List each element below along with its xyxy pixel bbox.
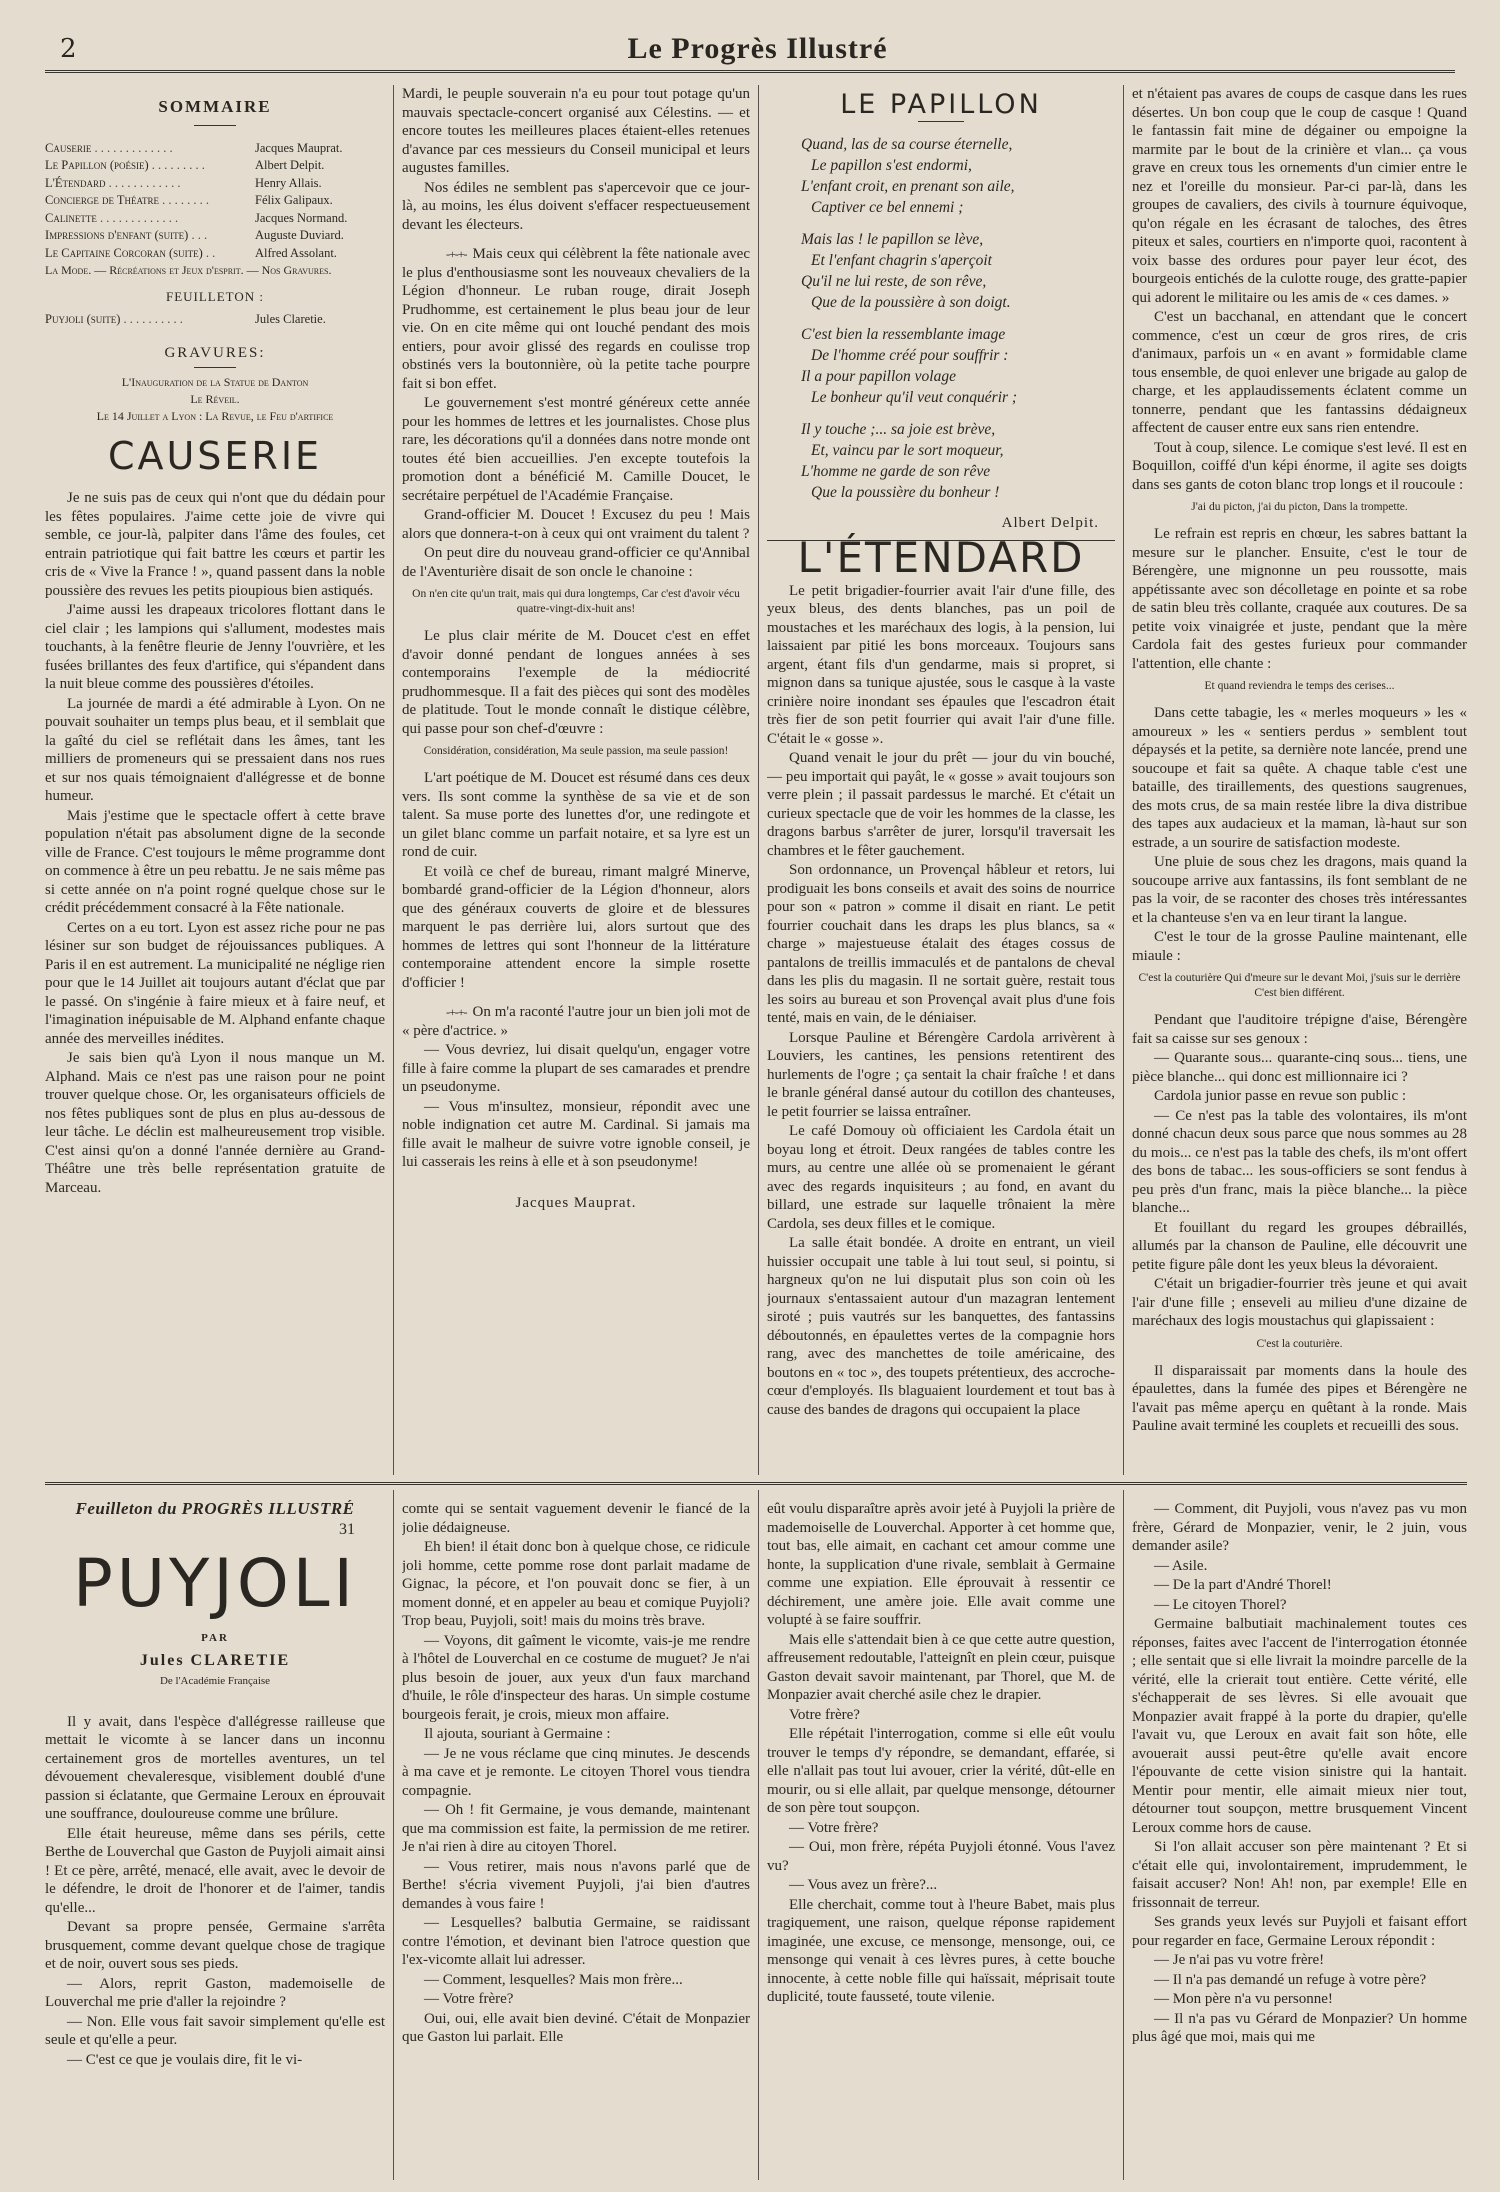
paragraph: comte qui se sentait vaguement devenir le fiancé de la jolie dédaigneuse. [402,1501,750,1536]
paragraph: Mais elle s'attendait bien à ce que cette autre question, affreusement redoutable, l'atteignît en plein cœur, puisque Gaston devait savoir maintenant, par Thorel, que M. de Monpazier avait cherché asile chez le drapier. [767,1631,1115,1703]
toc-dots: . . . . . . . . . . . . . [96,210,179,225]
papillon-title: LE PAPILLON [840,92,1042,120]
papillon-rule [918,121,964,122]
toc-title: Causerie [45,140,92,155]
paragraph: Lorsque Pauline et Bérengère Cardola arrivèrent à Louviers, les cantines, les pensions retentirent des hurlements de l'ogre ; ça sentait la chair fraîche ! et dans le branle général dansé autour du cotillon des chanteuses, le petit fourrier se laissa entraîner. [767,1029,1115,1120]
feuilleton-text-2 [402,1500,750,2047]
paragraph: — Asile. [1154,1557,1208,1574]
paragraph: Il ajouta, souriant à Germaine : [424,1726,611,1742]
paragraph: — Comment, dit Puyjoli, vous n'avez pas vu mon frère, Gérard de Monpazier, venir, le 2 juin, vous demander asile? [1132,1501,1467,1554]
paragraph: — Non. Elle vous fait savoir simplement qu'elle est seule et qu'elle a peur. [45,2013,385,2048]
paragraph: -+-+- On m'a raconté l'autre jour un bien joli mot de « père d'actrice. » [402,1004,750,1039]
etendard-text-b [1132,525,1467,673]
sommaire-rule [194,125,236,126]
paragraph: -+-+- Mais ceux qui célèbrent la fête nationale avec le plus d'enthousiasme sont les nouveaux chevaliers de la Légion d'honneur. Le ruban rouge, dirait Joseph Prudhomme, est certainement le plus beau jour de leur vie. On en cite même qui ont louché pendant des mois entiers, pour avoir glissé des regards en coulisse trop obstinés vers la boutonnière, où la petite tache pourpre fait si bon effet. [402,246,750,392]
toc-author: Auguste Duviard. [255,228,344,242]
paragraph: — Il n'a pas vu Gérard de Monpazier? Un homme plus âgé que moi, mais qui me [1132,2010,1467,2045]
paragraph: Grand-officier M. Doucet ! Excusez du peu ! Mais alors que donnera-t-on à ceux qui ont vraiment du talent ? [402,507,750,542]
paragraph: Le refrain est repris en chœur, les sabres battant la mesure sur le plancher. Ensuite, c'est le tour de Bérengère, une mignonne un peu roussotte, mais appétissante avec son décolletage en pointe et sa robe de satin bleu très collante, craquée aux coutures. De sa petite voix vinaigrée et juste, pendant que la mère Cardola fait des gestes furieux pour commander l'attention, elle chante : [1132,526,1467,672]
paragraph: La salle était bondée. A droite en entrant, un vieil huissier occupait une table à lui tout seul, si pointu, si hargneux qu'on ne lui disputait plus son coin où les journaux s'entassaient autour d'un mazagran lentement siroté ; puis vautrés sur les banquettes, des fantassins déboutonnés, en épaulettes vertes de la compagnie hors rang, avec des manchettes de toile américaine, des boutons en « toc », des toupets prétentieux, des accroche-cœur d'employés. Ils blaguaient lourdement et tout bas à cause des bandes de dragons qui occupaient la place [767,1235,1115,1418]
toc-author: Félix Galipaux. [255,193,333,207]
paragraph: — Je ne vous réclame que cinq minutes. Je descends à ma cave et je remonte. Le citoyen Thorel vous tiendra compagnie. [402,1745,750,1799]
etendard-text-a [1132,85,1467,494]
etendard-title: L'ÉTENDARD [797,533,1085,582]
quote-doucet: Considération, considération, Ma seule passion, ma seule passion! [423,745,729,757]
paragraph: Oui, oui, elle avait bien deviné. C'était de Monpazier que Gaston lui parlait. Elle [402,2010,750,2045]
feuilleton-text-4 [1132,1500,1467,2047]
feuilleton-column-3 [767,1500,1115,2180]
feuilleton-column-1 [45,1500,385,2180]
paragraph: Le plus clair mérite de M. Doucet c'est en effet d'avoir donné pendant de longues années à ses contemporains l'exemple de la médiocrité prudhommesque. Il a fait des pièces qui sont des modèles de platitude. Tout le monde connaît le distique célèbre, qui passe pour son chef-d'œuvre : [402,628,750,737]
paragraph: — Il n'a pas demandé un refuge à votre père? [1154,1971,1427,1988]
paragraph: Quand venait le jour du prêt — jour du vin bouché, — peu importait qui payât, le « gosse » avait toujours son verre plein ; il passait pardessus le marché. Et c'était un curieux spectacle que de voir les hommes de la classe, les dragons barbus s'arrêter de jurer, lorsqu'il traversait les chambres et le fêter gauchement. [767,750,1115,859]
etendard-text [767,582,1115,1420]
paragraph: — Oh ! fit Germaine, je vous demande, maintenant que ma commission est faite, la permission de me retirer. Je n'ai rien à dire au citoyen Thorel. [402,1802,750,1855]
toc-author: Jules Claretie. [255,311,326,326]
gravures-list [45,374,385,425]
paragraph: J'aime aussi les drapeaux tricolores flottant dans le ciel clair ; les lampions qui s'allument, modestes mais touchants, à la fenêtre fleurie de Jenny l'ouvrière, et les fusées brillantes des feux d'artifice, qui s'épandent dans la nuit bleue comme des poussières d'étoiles. [45,602,385,692]
toc-author: Jacques Mauprat. [255,140,343,155]
paragraph: — Alors, reprit Gaston, mademoiselle de Louverchal me prie d'aller la rejoindre ? [45,1975,385,2010]
paragraph: Et fouillant du regard les groupes débraillés, allumés par la chanson de Pauline, elle découvrit une petite figure pâle dont les yeux bleus la dévoraient. [1132,1219,1467,1273]
paragraph: Je sais bien qu'à Lyon il nous manque un M. Alphand. Mais ce n'est pas une raison pour ne point trouver quelque chose. Or, les organisateurs officiels de nos fêtes publiques sont de plus en plus au-dessous de leur tâche. Le déclin est malheureusement trop visible. C'est ainsi qu'on a donné l'année dernière au Grand-Théâtre une très belle représentation gratuite de Marceau. [45,1050,385,1196]
paragraph: La journée de mardi a été admirable à Lyon. On ne pouvait souhaiter un temps plus beau, et il semblait que la gaîté du ciel se reflétait dans les âmes, tant les milliers de promeneurs qui se pressaient dans nos rues et sur nos quais témoignaient d'allégresse et de bonne humeur. [45,695,385,804]
column-rule [1123,85,1124,1475]
column-4 [1132,85,1467,1475]
column-rule [758,1490,759,2180]
song-couturiere: C'est la couturière Qui d'meure sur le devant Moi, j'suis sur le derrière C'est bien différent. [1138,972,1461,999]
paragraph: Votre frère? [789,1706,860,1723]
poem-stanza [801,324,1115,408]
poem-stanza [801,229,1115,313]
author-affiliation: De l'Académie Française [159,1675,271,1687]
paragraph: — Ce n'est pas la table des volontaires, ils m'ont donné chacun deux sous parce que nous sommes au 28 du mois... ce n'est pas la table des chefs, ils m'ont offert des bons de tabac... les sous-officiers se sont fendus à peu près d'un franc, mais la pièce blanche... la pièce blanche... [1132,1107,1467,1216]
poem-line: Et, vaincu par le sort moqueur, [811,441,1004,459]
poem-line: Qu'il ne lui reste, de son rêve, [801,272,987,290]
publication-title: Le Progrès Illustré [627,32,888,65]
paragraph: — Vous avez un frère?... [789,1877,938,1893]
gravure-item: Le Réveil. [190,391,240,406]
gravure-item: Le 14 Juillet a Lyon : La Revue, le Feu d'artifice [96,408,334,423]
poem-line: Que la poussière du bonheur ! [811,483,1000,501]
toc-dots: . . [202,245,216,260]
causerie-title: CAUSERIE [107,433,323,478]
causerie-text [45,489,385,1197]
paragraph: Je ne suis pas de ceux qui n'ont que du dédain pour les fêtes populaires. J'aime cette joie de vivre qui semble, ce jour-là, palpiter dans l'âme des foules, cet entrain patriotique qui fait battre les cœurs et partir les cris de « Vive la France ! », quand passent dans la noble poussière des revues les petits pioupious bien astiqués. [45,490,385,599]
poem-line: Il a pour papillon volage [801,367,956,385]
poem-line: De l'homme créé pour souffrir : [811,346,1009,364]
toc-title: L'Étendard [45,175,106,190]
header-rule [45,70,1455,74]
paragraph: Nos édiles ne semblent pas s'apercevoir que ce jour-là, au moins, les élus doivent s'effacer respectueusement devant les électeurs. [402,179,750,233]
feuilleton-text-1 [45,1713,385,2070]
paragraph: — Mon père n'a vu personne! [1154,1991,1333,2007]
quote-aventuriere: On n'en cite qu'un trait, mais qui dura longtemps, Car c'est d'avoir vécu quatre-vingt-dix-huit ans! [412,588,740,615]
paragraph: Et voilà ce chef de bureau, rimant malgré Minerve, bombardé grand-officier de la Légion d'honneur, alors que des généraux couverts de gloire et de blessures marquent le pas derrière lui, alors surtout que des hommes de lettres qui sont l'honneur de la littérature contemporaine attendent encore la simple rosette d'officier ! [402,863,750,991]
toc-row [45,210,385,228]
paragraph: — Voyons, dit gaîment le vicomte, vais-je me rendre à l'hôtel de Louverchal en ce costume de muguet? Je n'ai plus besoin de jouer, aux yeux d'un faux marchand d'huile, le rôle d'inspecteur des haras. Un simple costume bourgeois ferait, je crois, mieux mon affaire. [402,1632,750,1723]
song-cerises: Et quand reviendra le temps des cerises... [1204,680,1395,692]
paragraph: — Vous devriez, lui disait quelqu'un, engager votre fille à faire comme la plupart de ses camarades et prendre un pseudonyme. [402,1042,750,1095]
paragraph: Il disparaissait par moments dans la houle des épaulettes, dans la fumée des pipes et Bérengère ne l'avait pas même aperçu en quêtant à la ronde. Mais Pauline avait terminé les couplets et recueilli des sous. [1132,1362,1467,1434]
feuilleton-rule [45,1482,1467,1485]
poem-stanza [801,419,1115,503]
toc-row [45,175,385,193]
puyjoli-title: PUYJOLI [72,1545,358,1622]
column-rule [1123,1490,1124,2180]
paragraph: Elle cherchait, comme tout à l'heure Babet, mais plus tragiquement, une raison, quelque réponse rapidement imaginée, une excuse, ce mensonge, mensonge, oui, ce mensonge qui venait à ces lèvres pures, à cette bouche innocente, à cette noble fille qui haïssait, méprisait toute duplicité, toute fausseté, toute vilenie. [767,1896,1115,2005]
feuilleton-number: 31 [339,1520,355,1538]
feuilleton-header: Feuilleton du PROGRÈS ILLUSTRÉ [75,1500,355,1518]
paragraph: — Le citoyen Thorel? [1154,1596,1287,1613]
poem-line: Et l'enfant chagrin s'aperçoit [811,251,992,269]
toc-title: Concierge de Théatre [45,193,159,207]
etendard-text-e [1132,1362,1467,1436]
column-1 [45,92,385,1472]
toc-author: Alfred Assolant. [255,245,337,260]
column-3 [767,92,1115,1475]
causerie-text-e [402,1003,750,1172]
separator-ornament: -+-+- [446,247,467,261]
paragraph: Dans cette tabagie, les « merles moqueurs » les « amoureux » les « sentiers perdus » semblent tout dépaysés et la petite, sa dernière note lancée, prend une soucoupe et fait sa quête. A chaque table c'est une bataille, des tiraillements, des questions saugrenues, des mots crus, de sa main restée libre la diva distribue des tapes aux audacieux et la maman, là-haut sur son estrade, a un sourire de satisfaction modeste. [1132,705,1467,851]
poem-line: Le bonheur qu'il veut conquérir ; [811,388,1018,406]
paragraph: — Vous retirer, mais nous n'avons parlé que de Berthe! s'écria vivement Puyjoli, j'ai bien d'autres demandes à vous faire ! [402,1858,750,1912]
poem-line: Que de la poussière à son doigt. [811,293,1011,311]
paragraph: Le petit brigadier-fourrier avait l'air d'une fille, des yeux bleus, des dents blanches, pas un poil de moustaches et les maréchaux des logis, à la pension, lui laissaient par pitié les bons morceaux. Toujours sans argent, étant fils d'un gendarme, mais si propret, si mignon dans sa tunique ajustée, sous le casque à la vaste crinière noire inondant ses épaules que l'escadron était très fier de son petit fourrier qui avait l'air d'une fille. C'était le « gosse ». [767,582,1115,747]
gravure-item: L'Inauguration de la Statue de Danton [121,374,309,389]
toc-author: Henry Allais. [255,175,322,190]
paragraph: Tout à coup, silence. Le comique s'est levé. Il est en Boquillon, coiffé d'un képi énorme, il agite ses doigts dans ses gants de coton blanc trop longs et il roucoule : [1132,439,1467,493]
poem-line: Mais las ! le papillon se lève, [801,230,984,248]
paragraph: — Votre frère? [789,1819,879,1836]
sommaire-title: SOMMAIRE [158,97,272,116]
poem-line: Le papillon s'est endormi, [811,156,972,174]
toc-dots: . . . . . . . . . . . . [105,175,181,190]
poem-line: C'est bien la ressemblante image [801,325,1006,343]
toc-row [45,245,385,263]
feuilleton-column-4 [1132,1500,1467,2180]
sommaire-list [45,140,385,263]
paragraph: — Comment, lesquelles? Mais mon frère... [424,1971,683,1988]
poem-line: Captiver ce bel ennemi ; [811,198,964,216]
paragraph: Mardi, le peuple souverain n'a eu pour tout potage qu'un mauvais spectacle-concert organisé aux Célestins. — et encore toutes les meilleures places étaient-elles retenues d'avance par ces messieurs du Conseil municipal et leurs augustes familles. [402,86,750,176]
toc-row [45,192,385,210]
paragraph: — C'est ce que je voulais dire, fit le vi- [67,2051,303,2068]
poem-line: Il y touche ;... sa joie est brève, [801,420,996,438]
paragraph: Cardola junior passe en revue son public : [1154,1088,1407,1104]
toc-dots: . . . [188,228,208,242]
paragraph: Certes on a eu tort. Lyon est assez riche pour ne pas lésiner sur son budget de réjouissances publiques. A Paris il en est autrement. La municipalité ne néglige rien pour que le 14 Juillet ait toujours autant d'éclat que par le passé. On s'ingénie à faire mieux et à faire neuf, et l'imagination inépuisable de M. Alphand enfante chaque année des merveilles inédites. [45,919,385,1047]
song-couturiere-2: C'est la couturière. [1256,1337,1343,1350]
toc-dots: . . . . . . . . [159,193,209,207]
toc-dots: . . . . . . . . . . [120,311,183,326]
toc-title: Puyjoli (suite) [45,311,121,326]
gravures-label: GRAVURES: [164,345,266,361]
page-number: 2 [60,34,77,64]
paragraph: et n'étaient pas avares de coups de casque dans les rues désertes. Un bon coup que le coup de casque ! Quand le fantassin fait mine de dégainer ou empoigne la marmite par le bout de la crinière et vlan... ça vous grave en creux tous les ornements d'un cimier entre le nez et l'oreille du monsieur. Par-ci par-là, dans les groupes de cavaliers, des civils à tournure équivoque, qu'on régale en les écrasant de taloches, des êtres piteux et sales, courtiers en n'importe quoi, racontent à voix basse des ordures pour payer leur écot, des bourgeois entichés de la culotte rouge, des gratte-papier qui adorent le militaire ou les amis de « ces dames. » [1132,86,1467,306]
papillon-signature: Albert Delpit. [1001,514,1099,531]
paragraph: Il y avait, dans l'espèce d'allégresse railleuse que mettait le vicomte à se lancer dans un inconnu certainement gros de mortelles aventures, un tel dévouement chevaleresque, visiblement doublé d'une passion si éclatante, que Germaine Leroux en éprouvait une souffrance, douloureuse comme une brûlure. [45,1713,385,1822]
toc-title: Calinette [45,210,97,225]
toc-row [45,140,385,158]
causerie-text-c [402,627,750,738]
paragraph: C'est le tour de la grosse Pauline maintenant, elle miaule : [1132,929,1467,964]
paragraph: — Votre frère? [424,1991,514,2007]
paragraph: — Oui, mon frère, répéta Puyjoli étonné. Vous l'avez vu? [767,1839,1115,1874]
toc-title: Le Papillon (poésie) [45,158,149,172]
poem-stanza [801,134,1115,218]
feuilleton-text-3 [767,1500,1115,2007]
paragraph: Devant sa propre pensée, Germaine s'arrêta brusquement, comme devant quelque chose de tragique et de noir, ouvert sous ses pieds. [45,1919,385,1972]
paragraph: Mais j'estime que le spectacle offert à cette brave population n'était pas absolument digne de la seconde ville de France. C'est toujours le même programme dont on commence à être un peu rebattu. Je ne sais même pas si cette année on n'a point rogné quelque chose sur le crédit précédemment consacré à la Fête nationale. [45,807,385,916]
paragraph: — Quarante sous... quarante-cinq sous... tiens, une pièce blanche... qui donc est millionnaire ici ? [1132,1050,1467,1085]
paragraph: — Lesquelles? balbutia Germaine, se raidissant contre l'émotion, et devinant bien l'atroce question que l'ex-vicomte allait lui adresser. [402,1915,750,1968]
paragraph: Eh bien! il était donc bon à quelque chose, ce ridicule joli homme, cette pomme rose dont parlait madame de Gignac, la pécore, et l'on pouvait donc se fier, à un moment donné, et en appeler au beau et comique Puyjoli? Trop beau, Puyjoli, soit! mais du moins très brave. [402,1539,750,1629]
causerie-text-b [402,245,750,581]
paragraph: C'est un bacchanal, en attendant que le concert commence, c'est un cœur de gros rires, de cris d'animaux, parfois un « en avant » formidable clame tous ensemble, de quoi enlever une brigade au galop de charge, et les applaudissements éclatent comme un tonnerre, pendant que les fantassins dédaigneux affectent de causer entre eux sans rien entendre. [1132,309,1467,436]
paragraph: Une pluie de sous chez les dragons, mais quand la soucoupe arrive aux fantassins, ils font semblant de ne pas la voir, de se raconter des choses très intéressantes et la chanteuse s'en va en leur tirant la langue. [1132,854,1467,926]
paragraph: Le café Domouy où officiaient les Cardola était un boyau long et étroit. Deux rangées de tables contre les murs, au centre une allée où se promenaient le gérant avec des regards inquisiteurs ; au fond, en avant du billard, une estrade sur laquelle trônaient la mère Cardola, ses deux filles et le comique. [767,1123,1115,1232]
toc-author: Albert Delpit. [255,158,325,172]
etendard-text-c [1132,704,1467,965]
column-2 [402,85,750,1475]
feuilleton-label: FEUILLETON : [165,289,265,304]
par-label: PAR [201,1632,229,1644]
paragraph: Ses grands yeux levés sur Puyjoli et faisant effort pour regarder en face, Germaine Leroux répondit : [1132,1914,1467,1949]
running-header [60,30,1455,70]
sommaire-note: La Mode. — Récréations et Jeux d'esprit. — Nos Gravures. [45,263,332,277]
paragraph: L'art poétique de M. Doucet est résumé dans ces deux vers. Ils sont comme la synthèse de sa vie et de son talent. Sa muse porte des lunettes d'or, une redingote et un gilet blanc comme un parfait notaire, et sa lyre est un rond de cuir. [402,770,750,860]
toc-row [45,227,385,245]
toc-dots: . . . . . . . . . [148,158,205,172]
poem-line: L'homme ne garde de son rêve [801,462,991,480]
etendard-text-d [1132,1011,1467,1331]
toc-row [45,311,385,329]
paragraph: Elle était heureuse, même dans ses périls, cette Berthe de Louverchal que Gaston de Puyjoli aimait ainsi ! Et ce père, arrêté, menacé, elle avait, avec le devoir de le défendre, le droit de l'honorer et de l'aimer, tandis qu'elle... [45,1825,385,1916]
toc-dots: . . . . . . . . . . . . . [91,140,173,155]
toc-title: Le Capitaine Corcoran (suite) [45,245,203,260]
paragraph: — De la part d'André Thorel! [1154,1577,1332,1593]
feuilleton-column-2 [402,1500,750,2180]
papillon-poem [767,134,1115,503]
toc-author: Jacques Normand. [255,210,348,225]
paragraph: Le gouvernement s'est montré généreux cette année pour les hommes de lettres et les journalistes. Chose plus rare, les décorations qu'il a données dans notre monde ont toutes été bien accueillies. J'en excepte toutefois la promotion dont a bénéficié M. Camille Doucet, le secrétaire perpétuel de l'Académie Française. [402,395,750,504]
causerie-signature: Jacques Mauprat. [515,1194,637,1211]
column-rule [393,85,394,1475]
column-rule [393,1490,394,2180]
poem-line: Quand, las de sa course éternelle, [801,135,1013,153]
paragraph: Si l'on allait accuser son père maintenant ? Et si c'était elle qui, involontairement, imprudemment, le faisait accuser? Non! Ah! non, par exemple! Elle en frissonnait de terreur. [1132,1839,1467,1911]
feuilleton-author: Jules CLARETIE [139,1651,291,1669]
toc-title: Impressions d'enfant (suite) [45,228,189,242]
paragraph: — Je n'ai pas vu votre frère! [1154,1952,1325,1968]
paragraph: eût voulu disparaître après avoir jeté à Puyjoli la prière de mademoiselle de Louverchal. Apporter à cet homme que, tout bas, elle aimait, en cachant cet amour comme une honte, la supplication d'une rivale, semblait à Germaine comme une expiation. Elle éprouvait à ressentir ce déchirement, une amère joie. Elle avait comme une volupté à se faire souffrir. [767,1501,1115,1628]
paragraph: — Vous m'insultez, monsieur, répondit avec une noble indignation cet autre M. Cardinal. Si jamais ma fille avait le malheur de suivre votre ignoble conseil, je lui casserais les reins à elle et à son pseudonyme! [402,1098,750,1170]
poem-line: L'enfant croit, en prenant son aile, [801,177,1015,195]
gravures-rule [194,367,236,368]
causerie-text-d [402,769,750,992]
column-rule [758,85,759,1475]
paragraph: On peut dire du nouveau grand-officier ce qu'Annibal de l'Aventurière disait de son oncle le chanoine : [402,545,750,580]
paragraph: Germaine balbutiait machinalement toutes ces réponses, faites avec l'accent de l'interrogation étonnée ; elle sentait que si elle livrait la moindre parcelle de la vérité, elle la crierait tout entière. Cette vérité, elle s'échapperait de ses lèvres. Si elle avouait que Monpazier avait frappé à la porte du drapier, qu'elle l'avait vu, que Leroux en avait fait son hôte, elle avouerait aussi peut-être qu'elle avait encore l'épouvante de cette vision sinistre qui la hantait. Mentir pour mentir, elle aimait mieux nier tout, détourner tout soupçon, mettre brusquement Vincent Leroux comme hors de cause. [1132,1616,1467,1836]
paragraph: Son ordonnance, un Provençal hâbleur et retors, lui prodiguait les bons conseils et avait des soins de nourrice pour son « patron » comme il disait en riant. Le petit fourrier couchait dans les draps les plus blancs, sa « charge » majestueuse étalait des étages cossus de pantalons de treillis immaculés et de pantalons de cheval dans les plis du magasin. Il ne sortait guère, restait tous les soirs au bureau et son Provençal avait plus d'une fois tenté, mais en vain, de le déniaiser. [767,862,1115,1026]
causerie-text-a [402,85,750,234]
paragraph: Elle répétait l'interrogation, comme si elle eût voulu trouver le temps d'y répondre, se demandant, effarée, si elle n'allait pas tout lui avouer, crier la vérité, dût-elle en mourir, ou si elle allait, par quelque mensonge, détourner de son père tout soupçon. [767,1726,1115,1816]
song-picton: J'ai du picton, j'ai du picton, Dans la trompette. [1191,501,1408,513]
paragraph: Pendant que l'auditoire trépigne d'aise, Bérengère fait sa caisse sur ses genoux : [1132,1012,1467,1047]
toc-row [45,157,385,175]
paragraph: C'était un brigadier-fourrier très jeune et qui avait l'air d'une fille ; enseveli au milieu d'une dizaine de maréchaux des logis moustachus qui glapissaient : [1132,1276,1467,1329]
separator-ornament: -+-+- [446,1005,467,1019]
